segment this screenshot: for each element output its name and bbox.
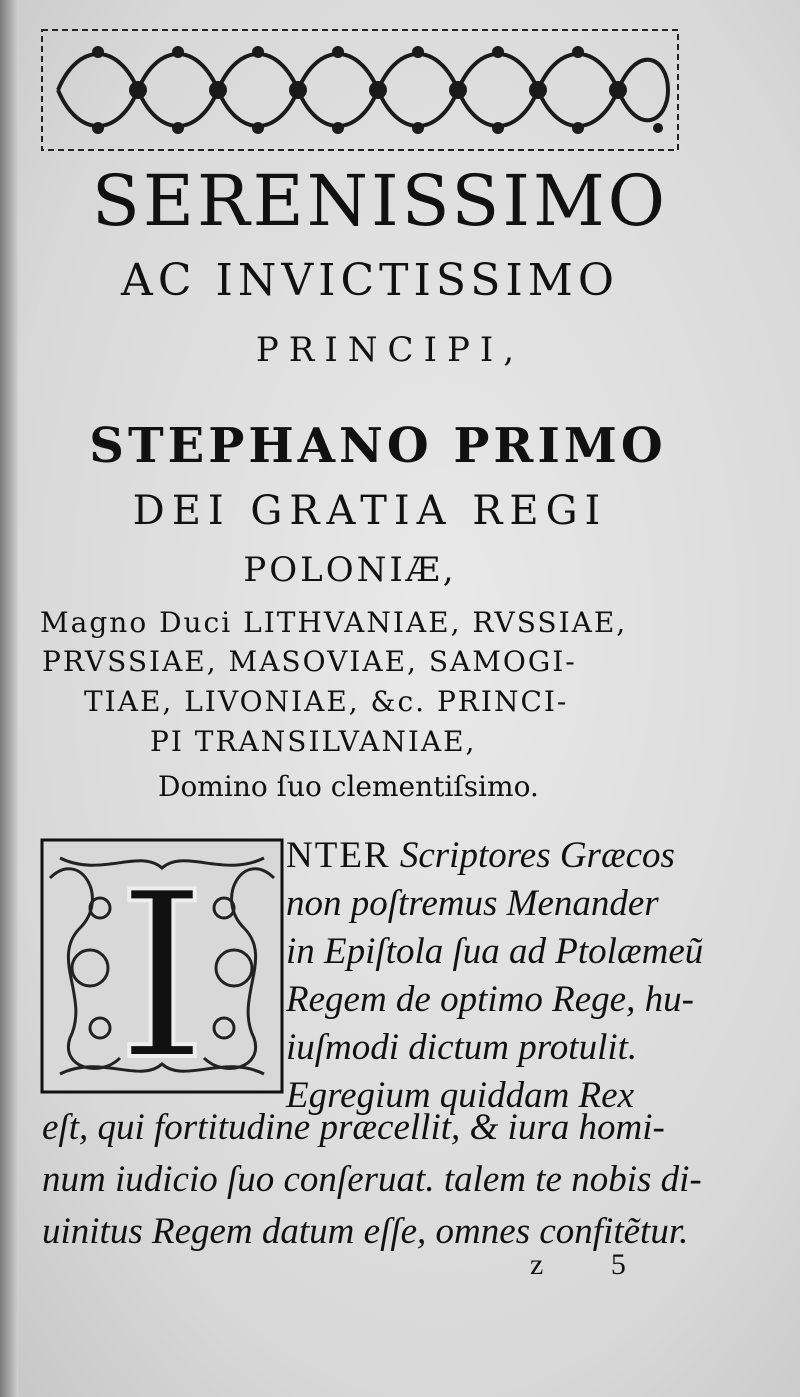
text-line: iuſmodi dictum protulit.	[286, 1027, 638, 1068]
dedication-closing: Domino ſuo clementiſsimo.	[158, 770, 539, 803]
dedication-title-1: Magno Duci LITHVANIAE, RVSSIAE,	[40, 606, 628, 639]
text-line: num iudicio ſuo conſeruat. talem te nobis di-	[42, 1159, 702, 1200]
decorated-initial-letter	[40, 838, 284, 1094]
decorative-headpiece-ornament	[38, 22, 682, 158]
dedication-line-2: AC INVICTISSIMO	[121, 255, 619, 306]
dedication-line-3: PRINCIPI,	[255, 330, 525, 370]
dedication-line-1: SERENISSIMO	[91, 160, 669, 242]
dedication-title-2: PRVSSIAE, MASOVIAE, SAMOGI-	[42, 645, 577, 678]
text-fragment: Scriptores Græcos	[390, 835, 675, 876]
dedication-line-4: STEPHANO PRIMO	[89, 418, 667, 474]
dedication-line-6: POLONIÆ,	[243, 550, 457, 590]
initial-letter-glyph: I	[116, 844, 208, 1094]
text-beside-initial	[286, 832, 726, 1120]
text-line: eſt, qui fortitudine præcellit, & iura homi-	[42, 1107, 665, 1148]
first-word: NTER	[286, 835, 391, 876]
text-line: non poſtremus Menander	[286, 883, 659, 924]
text-line	[286, 832, 726, 880]
dedication-title-4: PI TRANSILVANIAE,	[150, 725, 477, 758]
text-line: in Epiſtola ſua ad Ptolæmeũ	[286, 931, 704, 972]
printer-signature-mark: z 5	[530, 1248, 656, 1281]
dedication-title-3: TIAE, LIVONIAE, &c. PRINCI-	[84, 685, 569, 718]
text-line: uinitus Regem datum eſſe, omnes confitẽtur.	[42, 1211, 689, 1252]
dedication-line-5: DEI GRATIA REGI	[132, 488, 608, 534]
text-full-width	[42, 1102, 742, 1258]
text-line: Egregium quiddam Rex	[286, 1075, 634, 1116]
text-line: Regem de optimo Rege, hu-	[286, 979, 694, 1020]
